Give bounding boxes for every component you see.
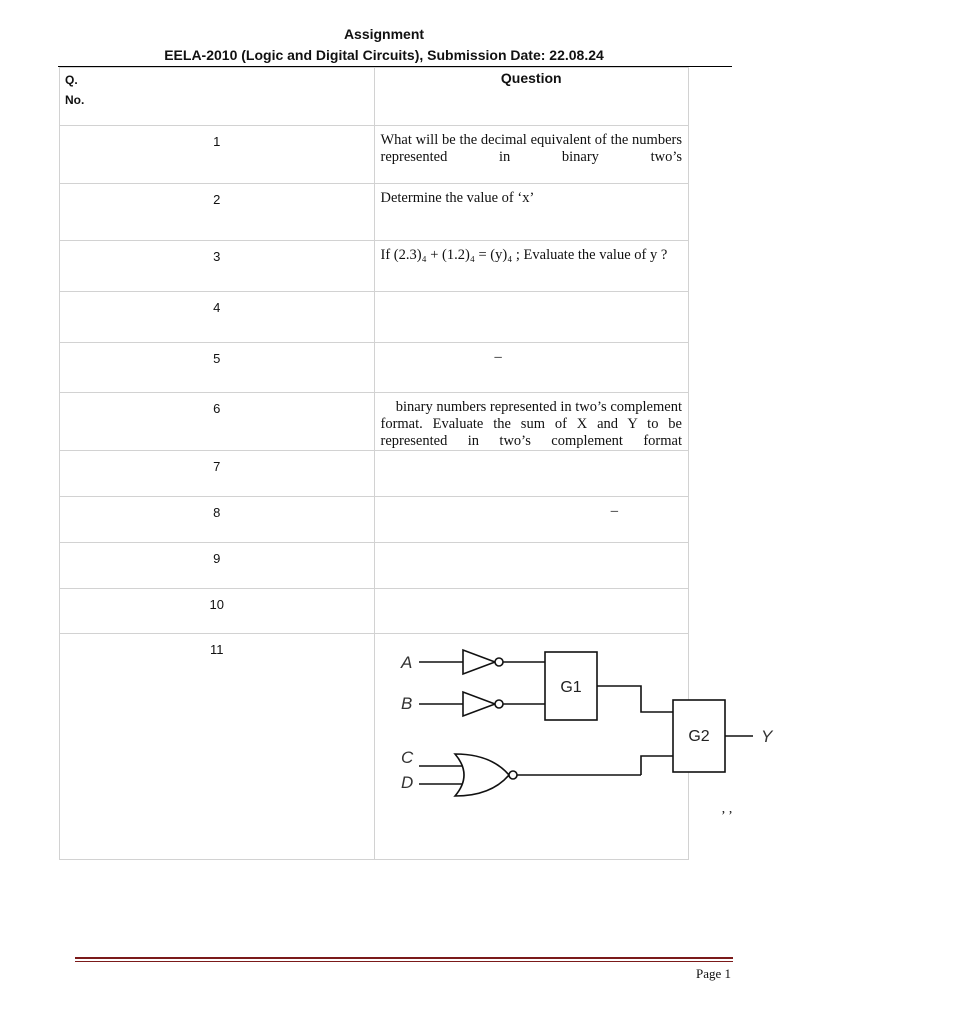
question-text: What will be the decimal equivalent of the numbers represented in binary two’s (380, 132, 682, 165)
wires-to-g2 (597, 686, 673, 775)
question-text-line2: format. Evaluate the sum of X and Y to be represented in two’s complement format (380, 416, 682, 449)
table-row (60, 292, 689, 343)
question-number: 9 (60, 543, 375, 589)
question-text: – (494, 349, 502, 365)
table-row (60, 589, 689, 634)
table-row (60, 184, 689, 241)
table-row (60, 126, 689, 184)
not-gate-b (419, 692, 545, 716)
circuit-input-a: A (400, 653, 412, 672)
question-text (374, 451, 689, 497)
circuit-input-b: B (400, 694, 412, 713)
table-row (60, 451, 689, 497)
col-header-question: Question (374, 68, 689, 126)
table-header-row (60, 68, 689, 126)
question-number: 2 (60, 184, 375, 241)
table-row (60, 343, 689, 393)
question-number: 1 (60, 126, 375, 184)
page-number: Page 1 (695, 966, 731, 981)
question-number: 5 (60, 343, 375, 393)
document-subtitle: EELA-2010 (Logic and Digital Circuits), Submission Date: 22.08.24 (164, 47, 604, 63)
question-text-line1: binary numbers represented in two’s complement (395, 399, 682, 415)
table-row (60, 241, 689, 292)
question-text: If (2.3)₄ + (1.2)₄ = (y)₄ ; Evaluate the value of y ? (374, 241, 689, 292)
question-text: – (610, 503, 618, 519)
question-number: 4 (60, 292, 375, 343)
table-row (60, 497, 689, 543)
question-number: 10 (60, 589, 375, 634)
logic-circuit-diagram (375, 636, 971, 858)
document-title: Assignment (343, 26, 425, 42)
question-number: 8 (60, 497, 375, 543)
footer-rule (75, 957, 733, 959)
question-table (59, 67, 772, 860)
not-gate-a (419, 650, 545, 674)
question-number: 3 (60, 241, 375, 292)
question-trailing-marks: ’ ’ (720, 809, 733, 824)
col-header-number-line1: Q. (65, 73, 78, 87)
col-header-number-line2: No. (65, 93, 85, 107)
circuit-output-y: Y (760, 727, 772, 746)
gate-g2-label: G2 (687, 728, 710, 745)
col-header-number (60, 68, 375, 126)
question-text (374, 292, 689, 343)
nor-gate-cd (419, 754, 641, 796)
table-row (60, 393, 689, 451)
table-row (60, 543, 689, 589)
circuit-input-d: D (400, 773, 413, 792)
question-text: Determine the value of ‘x’ (374, 184, 689, 241)
table-row (60, 634, 689, 860)
gate-g1-label: G1 (559, 679, 582, 696)
question-number: 6 (60, 393, 375, 451)
question-number: 11 (60, 634, 375, 860)
question-text (374, 543, 689, 589)
footer-rule-thin (75, 961, 733, 962)
question-number: 7 (60, 451, 375, 497)
question-text (374, 589, 689, 634)
circuit-input-c: C (400, 748, 413, 767)
